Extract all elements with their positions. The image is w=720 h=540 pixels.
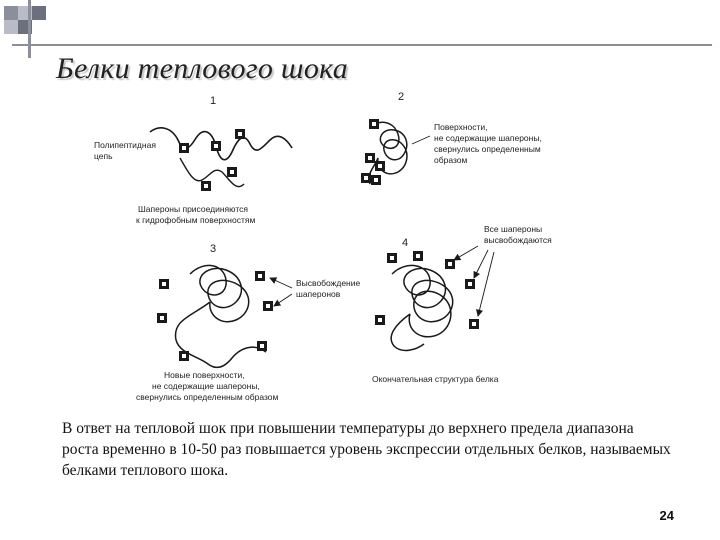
label-all-chaperones: Все шапероны	[484, 224, 543, 234]
chaperone-marker	[369, 119, 379, 129]
label-hydrophobic: к гидрофобным поверхностям	[136, 215, 256, 225]
deco-horizontal-line	[12, 44, 712, 46]
label-no-chaperones: не содержащие шапероны,	[434, 133, 542, 143]
polypeptide-chain-3	[190, 265, 249, 321]
label-released: высвобождаются	[484, 235, 552, 245]
pointer-line	[412, 136, 430, 144]
chaperone-marker	[211, 141, 221, 151]
label-new-folded: свернулись определенным образом	[136, 392, 279, 402]
chaperone-marker	[445, 259, 455, 269]
chaperone-marker	[201, 181, 211, 191]
chaperone-marker	[413, 251, 423, 261]
polypeptide-chain-3b	[175, 302, 266, 367]
deco-vertical-line	[28, 0, 31, 58]
chaperone-marker	[257, 341, 267, 351]
chaperone-marker	[387, 253, 397, 263]
chaperone-marker	[375, 315, 385, 325]
chaperone-marker	[235, 129, 245, 139]
chaperone-marker	[179, 351, 189, 361]
chaperone-diagram	[80, 88, 600, 408]
release-arrow	[454, 246, 478, 260]
deco-square	[32, 6, 46, 20]
chaperone-marker	[465, 279, 475, 289]
slide-title: Белки теплового шока	[56, 52, 349, 85]
chaperone-marker	[227, 167, 237, 177]
release-arrow	[478, 252, 494, 316]
label-chaperones-attach: Шапероны присоединяются	[138, 204, 249, 214]
label-polypeptide: Полипептидная	[94, 140, 156, 150]
panel-3-number: 3	[210, 243, 217, 255]
release-arrow	[274, 294, 292, 306]
label-new-no-chaperones: не содержащие шапероны,	[152, 381, 260, 391]
chaperone-marker	[159, 279, 169, 289]
panel-2	[361, 91, 542, 185]
chaperone-marker	[179, 143, 189, 153]
label-chain: цепь	[94, 151, 113, 161]
panel-3	[136, 243, 360, 402]
label-surfaces: Поверхности,	[434, 122, 488, 132]
chaperone-marker	[375, 161, 385, 171]
chaperone-marker	[255, 271, 265, 281]
chaperone-marker	[365, 153, 375, 163]
panel-4	[372, 224, 552, 384]
slide-body-text: В ответ на тепловой шок при повышении температуры до верхнего предела диапазона роста временно в 10-50 раз повышается уровень экспрессии отдельных белков, называемых белками теплового шока.	[62, 420, 671, 479]
release-arrow	[270, 278, 292, 288]
release-arrow	[474, 250, 488, 278]
label-release: Высвобождение	[296, 278, 361, 288]
chaperone-marker	[157, 313, 167, 323]
label-new-surfaces: Новые поверхности,	[164, 370, 245, 380]
deco-square	[4, 20, 18, 34]
panel-1	[94, 95, 292, 225]
chaperone-marker	[371, 175, 381, 185]
label-folded: свернулись определенным	[434, 144, 541, 154]
panel-4-number: 4	[402, 237, 409, 249]
label-chaperones: шаперонов	[296, 289, 341, 299]
polypeptide-chain-4	[392, 265, 453, 336]
panel-2-number: 2	[398, 91, 405, 103]
chaperone-marker	[361, 173, 371, 183]
deco-square	[4, 6, 18, 20]
page-number: 24	[659, 508, 674, 523]
chaperone-marker	[469, 319, 479, 329]
chaperone-marker	[263, 301, 273, 311]
panel-1-number: 1	[210, 95, 217, 107]
polypeptide-chain-4b	[391, 314, 424, 350]
label-way: образом	[434, 155, 468, 165]
label-final-structure: Окончательная структура белка	[372, 374, 499, 384]
